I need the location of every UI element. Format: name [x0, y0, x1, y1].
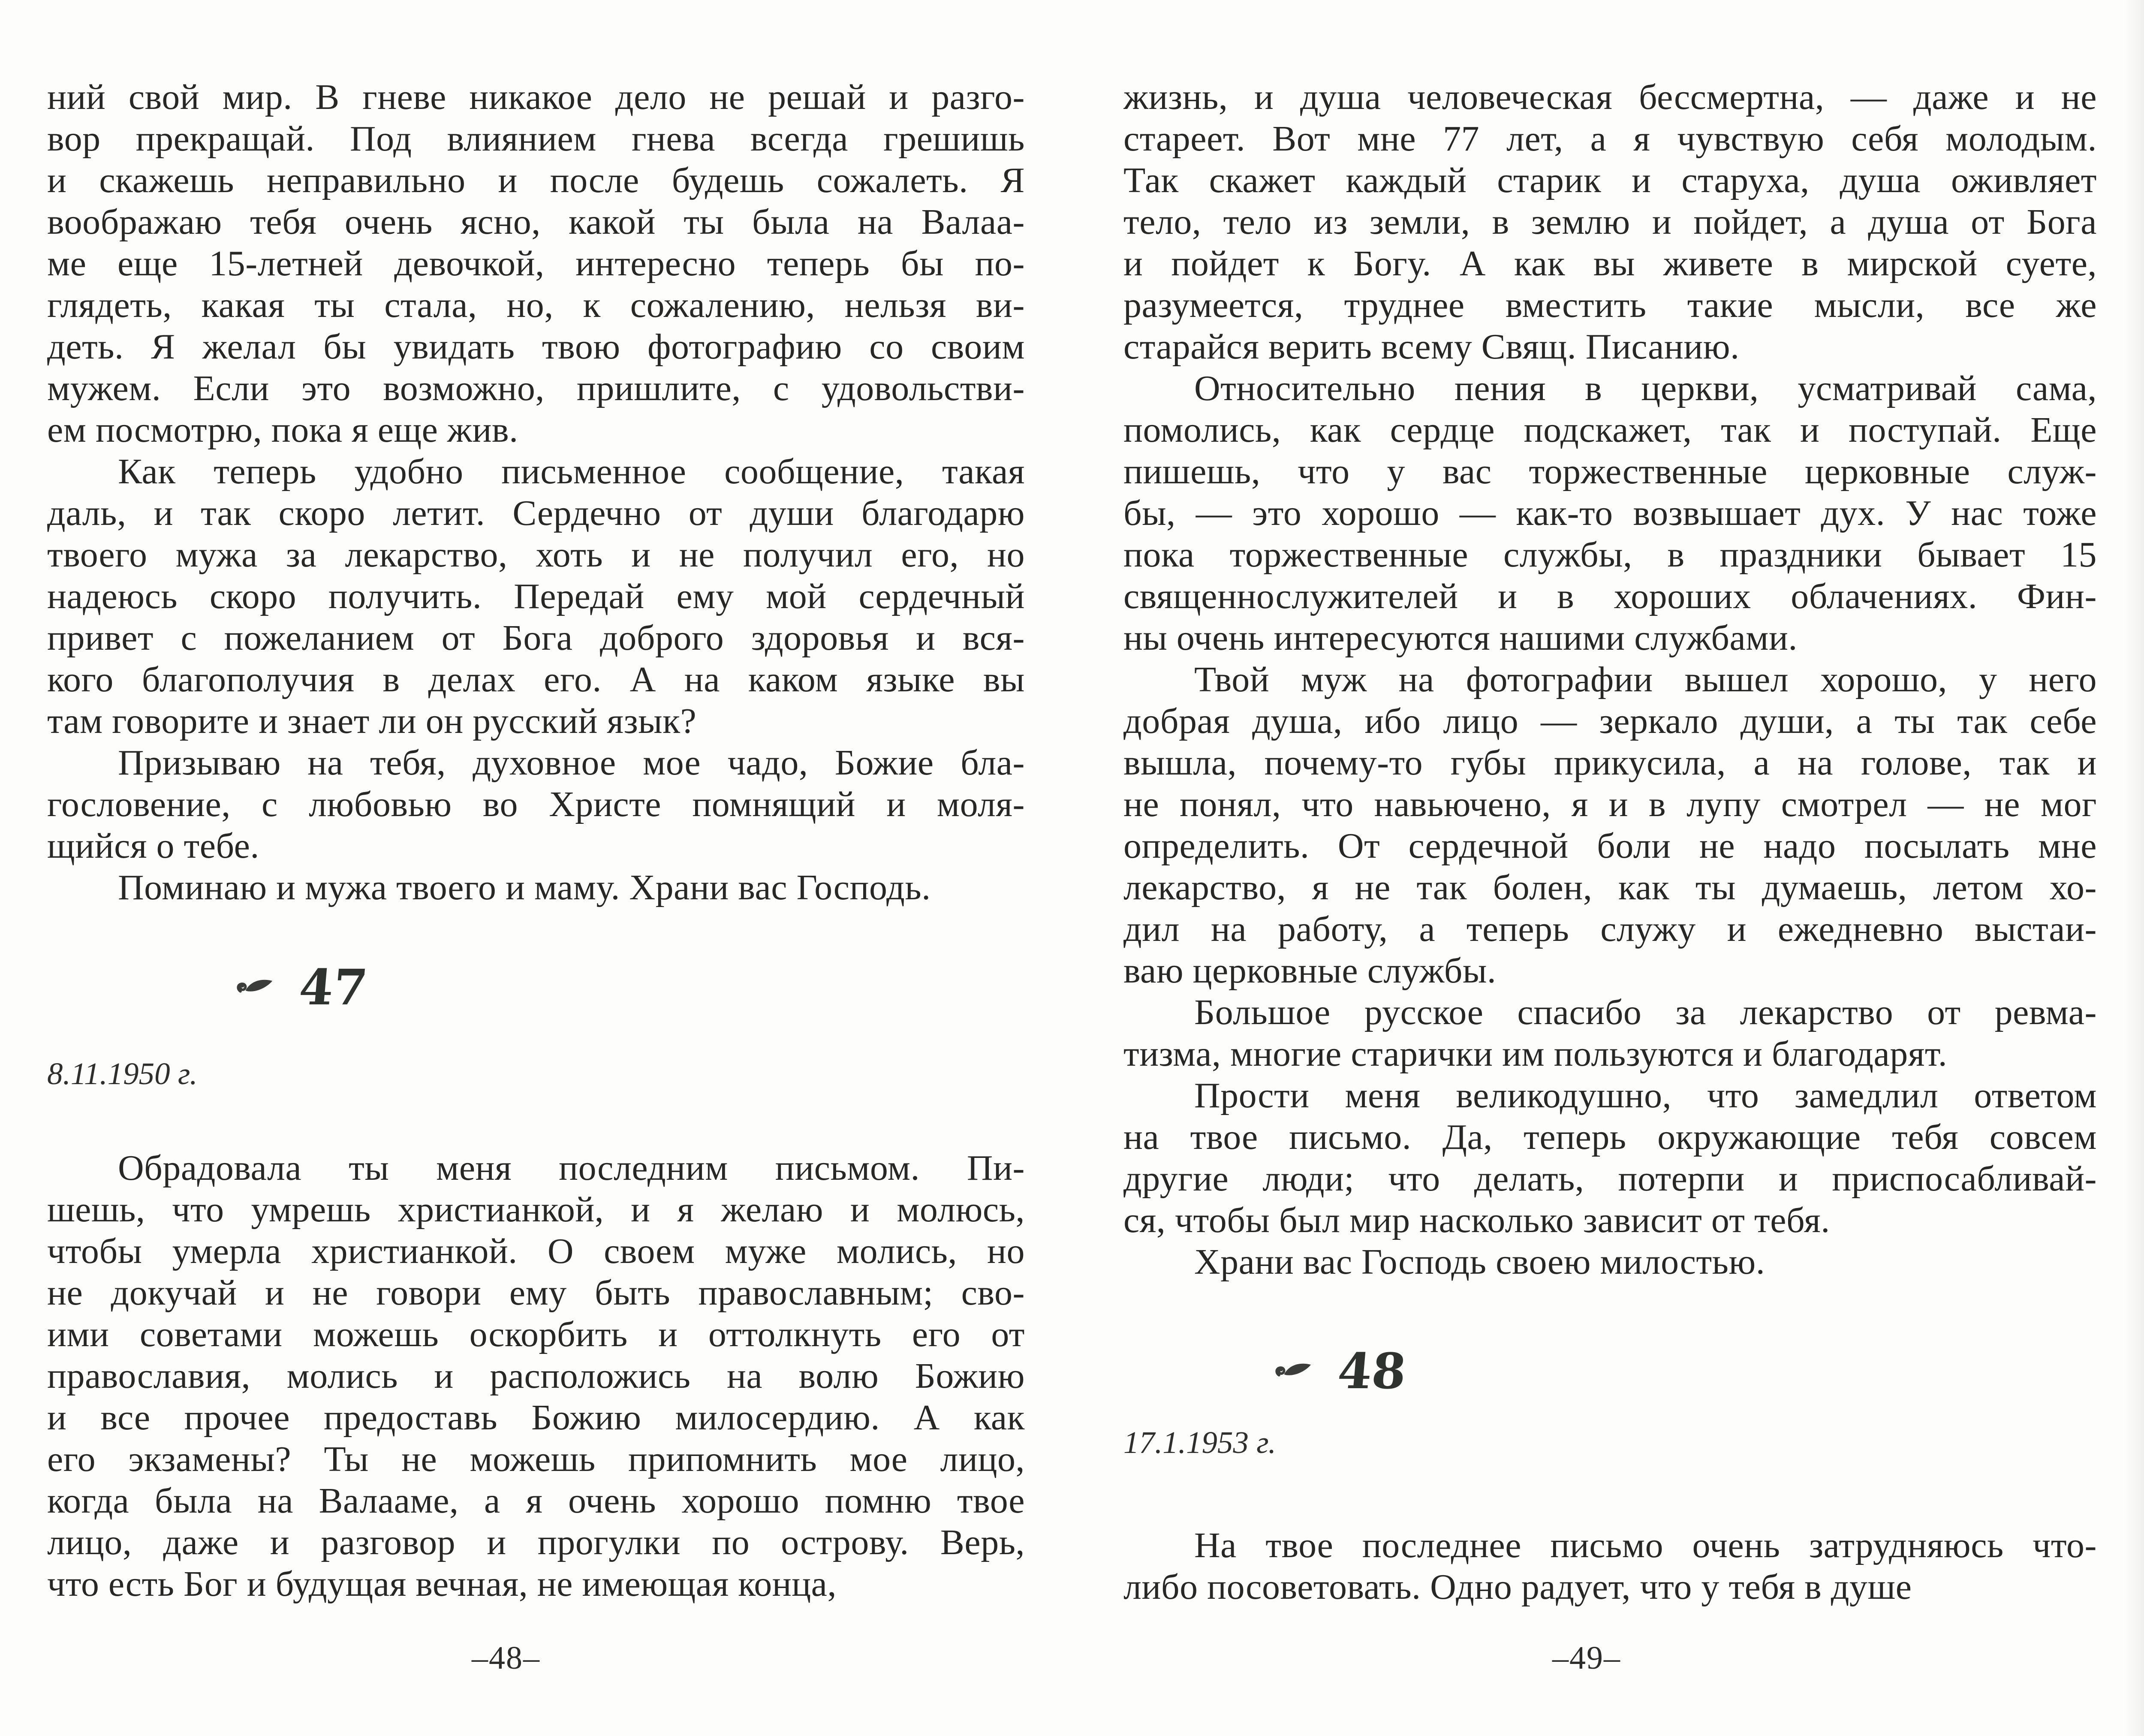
text-line: жизнь, и душа человеческая бессмертна, — даже и не [1123, 77, 2097, 117]
text-line: старайся верить всему Свящ. Писанию. [1123, 327, 1740, 367]
text-line: деть. Я желал бы увидать твою фотографию со своим [47, 327, 1025, 367]
letter-number: 47 [297, 958, 370, 1016]
text-line: ся, чтобы был мир насколько зависит от тебя. [1123, 1200, 1830, 1240]
text-line: ны очень интересуются нашими службами. [1123, 618, 1798, 658]
text-line: ем посмотрю, пока я еще жив. [47, 410, 518, 450]
text-line: либо посоветовать. Одно радует, что у тебя в душе [1123, 1567, 1912, 1607]
text-line: тизма, многие старички им пользуются и благодарят. [1123, 1034, 1948, 1074]
text-line: чтобы умерла христианкой. О своем муже молись, но [47, 1231, 1025, 1271]
text-line: Большое русское спасибо за лекарство от ревма- [1194, 992, 2097, 1032]
text-line: на твое письмо. Да, теперь окружающие тебя совсем [1123, 1117, 2097, 1157]
letter-date: 8.11.1950 г. [47, 1056, 198, 1091]
paragraph [47, 867, 1025, 908]
text-line: ими советами можешь оскорбить и оттолкнуть его от [47, 1314, 1025, 1354]
text-line: даль, и так скоро летит. Сердечно от души благодарю [47, 493, 1025, 533]
text-line: не понял, что навьючено, я и в лупу смотрел — не мог [1123, 784, 2097, 824]
text-line: воображаю тебя очень ясно, какой ты была на Валаа- [47, 202, 1025, 242]
paragraph [1123, 368, 2097, 659]
letter-heading [1274, 1343, 2097, 1399]
letter-number: 48 [1335, 1342, 1409, 1400]
text-line: Как теперь удобно письменное сообщение, такая [118, 452, 1025, 491]
text-line: лицо, даже и разговор и прогулки по острову. Верь, [47, 1522, 1025, 1562]
paragraph [1123, 992, 2097, 1075]
text-line: гословение, с любовью во Христе помнящий и моля- [47, 784, 1025, 824]
text-line: что есть Бог и будущая вечная, не имеющая конца, [47, 1564, 837, 1604]
text-line: Поминаю и мужа твоего и маму. Храни вас Господь. [118, 868, 931, 907]
text-line: привет с пожеланием от Бога доброго здоровья и вся- [47, 618, 1025, 658]
text-line: вышла, почему-то губы прикусила, а на голове, так и [1123, 743, 2097, 783]
page-left-content [0, 0, 1025, 1605]
text-line: православия, молись и расположись на волю Божию [47, 1356, 1025, 1396]
page-left-number: –48– [472, 1640, 540, 1676]
text-line: вор прекращай. Под влиянием гнева всегда грешишь [47, 119, 1025, 159]
text-line: надеюсь скоро получить. Передай ему мой сердечный [47, 576, 1025, 616]
paragraph [1123, 1241, 2097, 1283]
text-line: мужем. Если это возможно, пришлите, с удовольстви- [47, 368, 1025, 408]
text-line: шешь, что умрешь христианкой, и я желаю и молюсь, [47, 1190, 1025, 1230]
text-line: не докучай и не говори ему быть православным; сво- [47, 1273, 1025, 1313]
text-line: тело, тело из земли, в землю и пойдет, а душа от Бога [1123, 202, 2097, 242]
text-line: бы, — это хорошо — как-то возвышает дух. У нас тоже [1123, 493, 2097, 533]
text-line: другие люди; что делать, потерпи и приспосабливай- [1123, 1159, 2097, 1199]
text-line: его экзамены? Ты не можешь припомнить мое лицо, [47, 1439, 1025, 1479]
text-line: Призываю на тебя, духовное мое чадо, Божие бла- [118, 743, 1025, 783]
fleuron-icon [1274, 1360, 1313, 1382]
text-line: и скажешь неправильно и после будешь сожалеть. Я [47, 160, 1025, 200]
letter-date: 17.1.1953 г. [1123, 1425, 1277, 1460]
paragraph [1123, 659, 2097, 992]
text-line: твоего мужа за лекарство, хоть и не получил его, но [47, 535, 1025, 575]
text-line: разумеется, труднее вместить такие мысли, все же [1123, 285, 2097, 325]
text-line: добрая душа, ибо лицо — зеркало души, а ты так себе [1123, 701, 2097, 741]
page-right-content [1072, 0, 2097, 1608]
text-line: Твой муж на фотографии вышел хорошо, у него [1194, 660, 2097, 699]
text-line: кого благополучия в делах его. А на каком языке вы [47, 660, 1025, 699]
text-line: щийся о тебе. [47, 826, 259, 866]
text-line: Относительно пения в церкви, усматривай сама, [1194, 368, 2097, 408]
text-line: когда была на Валааме, а я очень хорошо помню твое [47, 1481, 1025, 1521]
paragraph [47, 451, 1025, 742]
text-line: лекарство, я не так болен, как ты думаешь, летом хо- [1123, 868, 2097, 907]
text-line: глядеть, какая ты стала, но, к сожалению, нельзя ви- [47, 285, 1025, 325]
page-right-number: –49– [1552, 1640, 1621, 1676]
text-line: ме еще 15-летней девочкой, интересно теперь бы по- [47, 244, 1025, 283]
text-line: Храни вас Господь своею милостью. [1194, 1242, 1765, 1282]
fleuron-icon [236, 976, 274, 998]
text-line: там говорите и знает ли он русский язык? [47, 701, 697, 741]
text-line: помолись, как сердце подскажет, так и поступай. Еще [1123, 410, 2097, 450]
text-line: ваю церковные службы. [1123, 951, 1497, 991]
text-line: священнослужителей и в хороших облачениях. Фин- [1123, 576, 2097, 616]
text-line: и пойдет к Богу. А как вы живете в мирской суете, [1123, 244, 2097, 283]
text-line: определить. От сердечной боли не надо посылать мне [1123, 826, 2097, 866]
paragraph [1123, 1525, 2097, 1608]
paragraph [47, 742, 1025, 867]
text-line: и все прочее предоставь Божию милосердию. А как [47, 1398, 1025, 1438]
text-line: На твое последнее письмо очень затрудняюсь что- [1194, 1525, 2097, 1565]
text-line: Прости меня великодушно, что замедлил ответом [1194, 1076, 2097, 1115]
paragraph [47, 76, 1025, 451]
text-line: дил на работу, а теперь служу и ежедневно выстаи- [1123, 909, 2097, 949]
text-line: Обрадовала ты меня последним письмом. Пи- [118, 1148, 1025, 1188]
paragraph [1123, 76, 2097, 368]
paragraph [47, 1147, 1025, 1605]
paragraph [1123, 1075, 2097, 1241]
text-line: Так скажет каждый старик и старуха, душа оживляет [1123, 160, 2097, 200]
text-line: стареет. Вот мне 77 лет, а я чувствую себя молодым. [1123, 119, 2097, 159]
letter-heading [236, 959, 1025, 1016]
text-line: пишешь, что у вас торжественные церковные служ- [1123, 452, 2097, 491]
page-right [1072, 0, 2144, 1736]
text-line: ний свой мир. В гневе никакое дело не решай и разго- [47, 77, 1025, 117]
text-line: пока торжественные службы, в праздники бывает 15 [1123, 535, 2097, 575]
